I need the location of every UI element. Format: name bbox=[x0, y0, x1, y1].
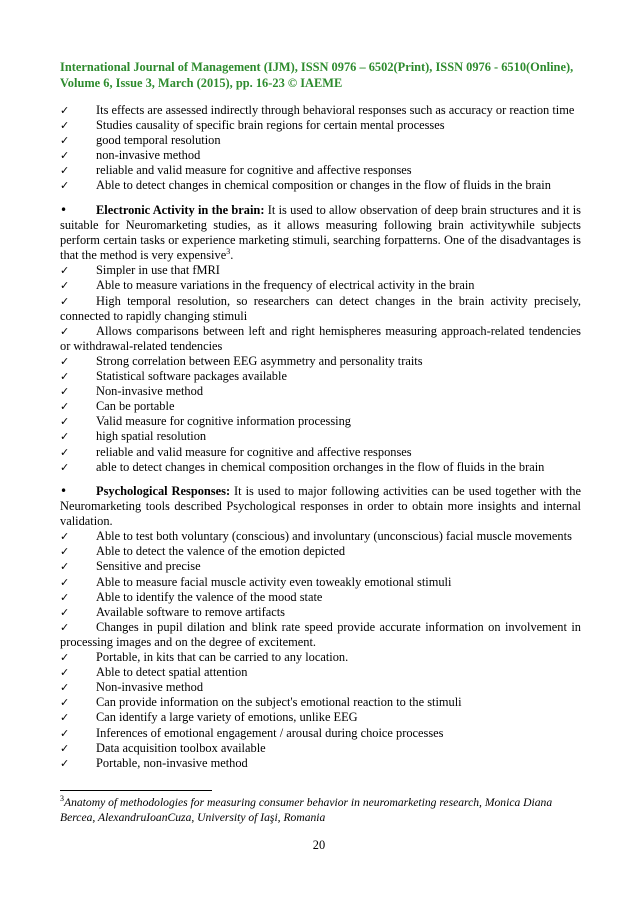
list-item bbox=[60, 103, 581, 118]
list-item-text: reliable and valid measure for cognitive and affective responses bbox=[96, 163, 412, 178]
journal-header bbox=[60, 60, 581, 91]
checkmark-icon: ✓ bbox=[60, 530, 70, 544]
list-item-text: non-invasive method bbox=[96, 148, 201, 163]
list-item-text: Portable, in kits that can be carried to any location. bbox=[96, 650, 349, 665]
list-item bbox=[60, 575, 581, 590]
checkmark-icon: ✓ bbox=[60, 430, 70, 444]
list-item bbox=[60, 559, 581, 574]
list-item bbox=[60, 414, 581, 429]
checkmark-icon: ✓ bbox=[60, 590, 70, 604]
list-item bbox=[60, 544, 581, 559]
list-item-text: Valid measure for cognitive information processing bbox=[96, 414, 351, 429]
list-item-text: Can identify a large variety of emotions, unlike EEG bbox=[96, 710, 358, 725]
checkmark-icon: ✓ bbox=[60, 711, 70, 725]
list-item-text: Simpler in use that fMRI bbox=[96, 263, 220, 278]
checklist-eeg bbox=[60, 263, 581, 474]
checklist-psychological bbox=[60, 529, 581, 771]
list-item bbox=[60, 354, 581, 369]
list-item-text: Studies causality of specific brain regions for certain mental processes bbox=[96, 118, 445, 133]
checkmark-icon: ✓ bbox=[60, 294, 70, 308]
bullet-icon: • bbox=[60, 483, 68, 498]
list-item bbox=[60, 650, 581, 665]
checkmark-icon: ✓ bbox=[60, 756, 70, 770]
list-item bbox=[60, 726, 581, 741]
paragraph-text: It is used to major following activities can be used together with the Neuromarketing tools described Psychological responses in order to obtain more insights and internal validation. bbox=[60, 483, 581, 529]
list-item bbox=[60, 605, 581, 620]
list-item-text: Inferences of emotional engagement / arousal during choice processes bbox=[96, 725, 444, 740]
list-item bbox=[60, 133, 581, 148]
list-item bbox=[60, 665, 581, 680]
footnote-text: Anatomy of methodologies for measuring consumer behavior in neuromarketing research, Monica Diana Bercea, AlexandruIoanCuza, University of Iaşi, Romania bbox=[60, 796, 553, 824]
footnote-ref[interactable]: 3 bbox=[226, 247, 231, 257]
footnote bbox=[60, 795, 581, 825]
list-item-text: Non-invasive method bbox=[96, 384, 204, 399]
list-item-text: Able to measure variations in the frequency of electrical activity in the brain bbox=[96, 278, 475, 293]
journal-header-line1: International Journal of Management (IJM), ISSN 0976 – 6502(Print), ISSN 0976 - 6510(Online), bbox=[60, 60, 574, 74]
footnote-number: 3 bbox=[60, 794, 64, 804]
paragraph-text: It is used to allow observation of deep brain structures and it is suitable for Neuromarketing studies, as it allows measuring following brain activitywhile subjects perform certain tasks or experience marketing stimuli, searching forpatterns. One of the disadvantages is that the method is very expensive bbox=[60, 202, 582, 263]
list-item bbox=[60, 148, 581, 163]
checkmark-icon: ✓ bbox=[60, 445, 70, 459]
checkmark-icon: ✓ bbox=[60, 134, 70, 148]
list-item-text: High temporal resolution, so researchers can detect changes in the brain activity precisely, connected to rapidly changing stimuli bbox=[60, 293, 581, 323]
page-number: 20 bbox=[312, 838, 326, 852]
list-item-text: Able to measure facial muscle activity even toweakly emotional stimuli bbox=[96, 574, 452, 589]
list-item bbox=[60, 118, 581, 133]
term-psychological-responses: Psychological Responses: bbox=[96, 483, 231, 498]
checkmark-icon: ✓ bbox=[60, 354, 70, 368]
checkmark-icon: ✓ bbox=[60, 460, 70, 474]
checkmark-icon: ✓ bbox=[60, 545, 70, 559]
list-item bbox=[60, 529, 581, 544]
list-item-text: Can provide information on the subject's emotional reaction to the stimuli bbox=[96, 695, 462, 710]
footnote-divider bbox=[60, 790, 212, 791]
section-electronic-activity bbox=[60, 203, 581, 475]
list-item-text: Non-invasive method bbox=[96, 680, 204, 695]
journal-header-line2: Volume 6, Issue 3, March (2015), pp. 16-23 © IAEME bbox=[60, 75, 343, 90]
list-item-text: good temporal resolution bbox=[96, 133, 221, 148]
checkmark-icon: ✓ bbox=[60, 741, 70, 755]
bullet-icon: • bbox=[60, 202, 68, 217]
list-item bbox=[60, 263, 581, 278]
list-item-text: high spatial resolution bbox=[96, 429, 207, 444]
list-item bbox=[60, 278, 581, 293]
list-item-text: able to detect changes in chemical composition orchanges in the flow of fluids in the brain bbox=[96, 459, 545, 474]
list-item bbox=[60, 590, 581, 605]
paragraph-psychological-responses bbox=[60, 484, 581, 530]
section-psychological-responses bbox=[60, 484, 581, 771]
list-item-text: Able to test both voluntary (conscious) and involuntary (unconscious) facial muscle movements bbox=[96, 529, 572, 544]
paragraph-electronic-activity bbox=[60, 203, 581, 264]
list-item-text: Can be portable bbox=[96, 399, 175, 414]
checkmark-icon: ✓ bbox=[60, 179, 70, 193]
list-item-text: Able to detect the valence of the emotion depicted bbox=[96, 544, 346, 559]
list-item bbox=[60, 429, 581, 444]
list-item bbox=[60, 695, 581, 710]
list-item bbox=[60, 178, 581, 193]
term-electronic-activity: Electronic Activity in the brain: bbox=[96, 202, 265, 217]
checkmark-icon: ✓ bbox=[60, 385, 70, 399]
list-item-text: Its effects are assessed indirectly through behavioral responses such as accuracy or reaction time bbox=[96, 103, 575, 117]
list-item bbox=[60, 384, 581, 399]
checklist-methods bbox=[60, 103, 581, 194]
checkmark-icon: ✓ bbox=[60, 104, 70, 117]
checkmark-icon: ✓ bbox=[60, 666, 70, 680]
list-item-text: Allows comparisons between left and right hemispheres measuring approach-related tendencies or withdrawal-related tendencies bbox=[60, 323, 581, 353]
checkmark-icon: ✓ bbox=[60, 400, 70, 414]
list-item-text: Changes in pupil dilation and blink rate speed provide accurate information on involvement in processing images and on the degree of excitement. bbox=[60, 619, 581, 649]
list-item-text: Statistical software packages available bbox=[96, 369, 287, 384]
list-item bbox=[60, 369, 581, 384]
list-item bbox=[60, 741, 581, 756]
checkmark-icon: ✓ bbox=[60, 560, 70, 574]
list-item-text: Able to detect spatial attention bbox=[96, 665, 248, 680]
checkmark-icon: ✓ bbox=[60, 370, 70, 384]
list-item-text: Able to identify the valence of the mood state bbox=[96, 589, 323, 604]
checkmark-icon: ✓ bbox=[60, 415, 70, 429]
checkmark-icon: ✓ bbox=[60, 605, 70, 619]
checkmark-icon: ✓ bbox=[60, 681, 70, 695]
list-item-text: Able to detect changes in chemical composition or changes in the flow of fluids in the brain bbox=[96, 178, 551, 193]
list-item-text: reliable and valid measure for cognitive and affective responses bbox=[96, 444, 412, 459]
list-item bbox=[60, 445, 581, 460]
checkmark-icon: ✓ bbox=[60, 696, 70, 710]
list-item bbox=[60, 710, 581, 725]
list-item bbox=[60, 460, 581, 475]
list-item-text: Portable, non-invasive method bbox=[96, 755, 248, 770]
checkmark-icon: ✓ bbox=[60, 264, 70, 278]
list-item bbox=[60, 294, 581, 324]
checkmark-icon: ✓ bbox=[60, 119, 70, 133]
list-item bbox=[60, 163, 581, 178]
list-item bbox=[60, 399, 581, 414]
checkmark-icon: ✓ bbox=[60, 651, 70, 665]
checkmark-icon: ✓ bbox=[60, 164, 70, 178]
checkmark-icon: ✓ bbox=[60, 279, 70, 293]
list-item-text: Data acquisition toolbox available bbox=[96, 740, 266, 755]
list-item-text: Available software to remove artifacts bbox=[96, 604, 285, 619]
paragraph-text-end: . bbox=[230, 248, 234, 263]
list-item bbox=[60, 680, 581, 695]
checkmark-icon: ✓ bbox=[60, 620, 70, 634]
list-item bbox=[60, 756, 581, 771]
list-item-text: Strong correlation between EEG asymmetry and personality traits bbox=[96, 353, 423, 368]
checkmark-icon: ✓ bbox=[60, 726, 70, 740]
checkmark-icon: ✓ bbox=[60, 324, 70, 338]
list-item bbox=[60, 620, 581, 650]
checkmark-icon: ✓ bbox=[60, 149, 70, 163]
list-item bbox=[60, 324, 581, 354]
checkmark-icon: ✓ bbox=[60, 575, 70, 589]
list-item-text: Sensitive and precise bbox=[96, 559, 201, 574]
